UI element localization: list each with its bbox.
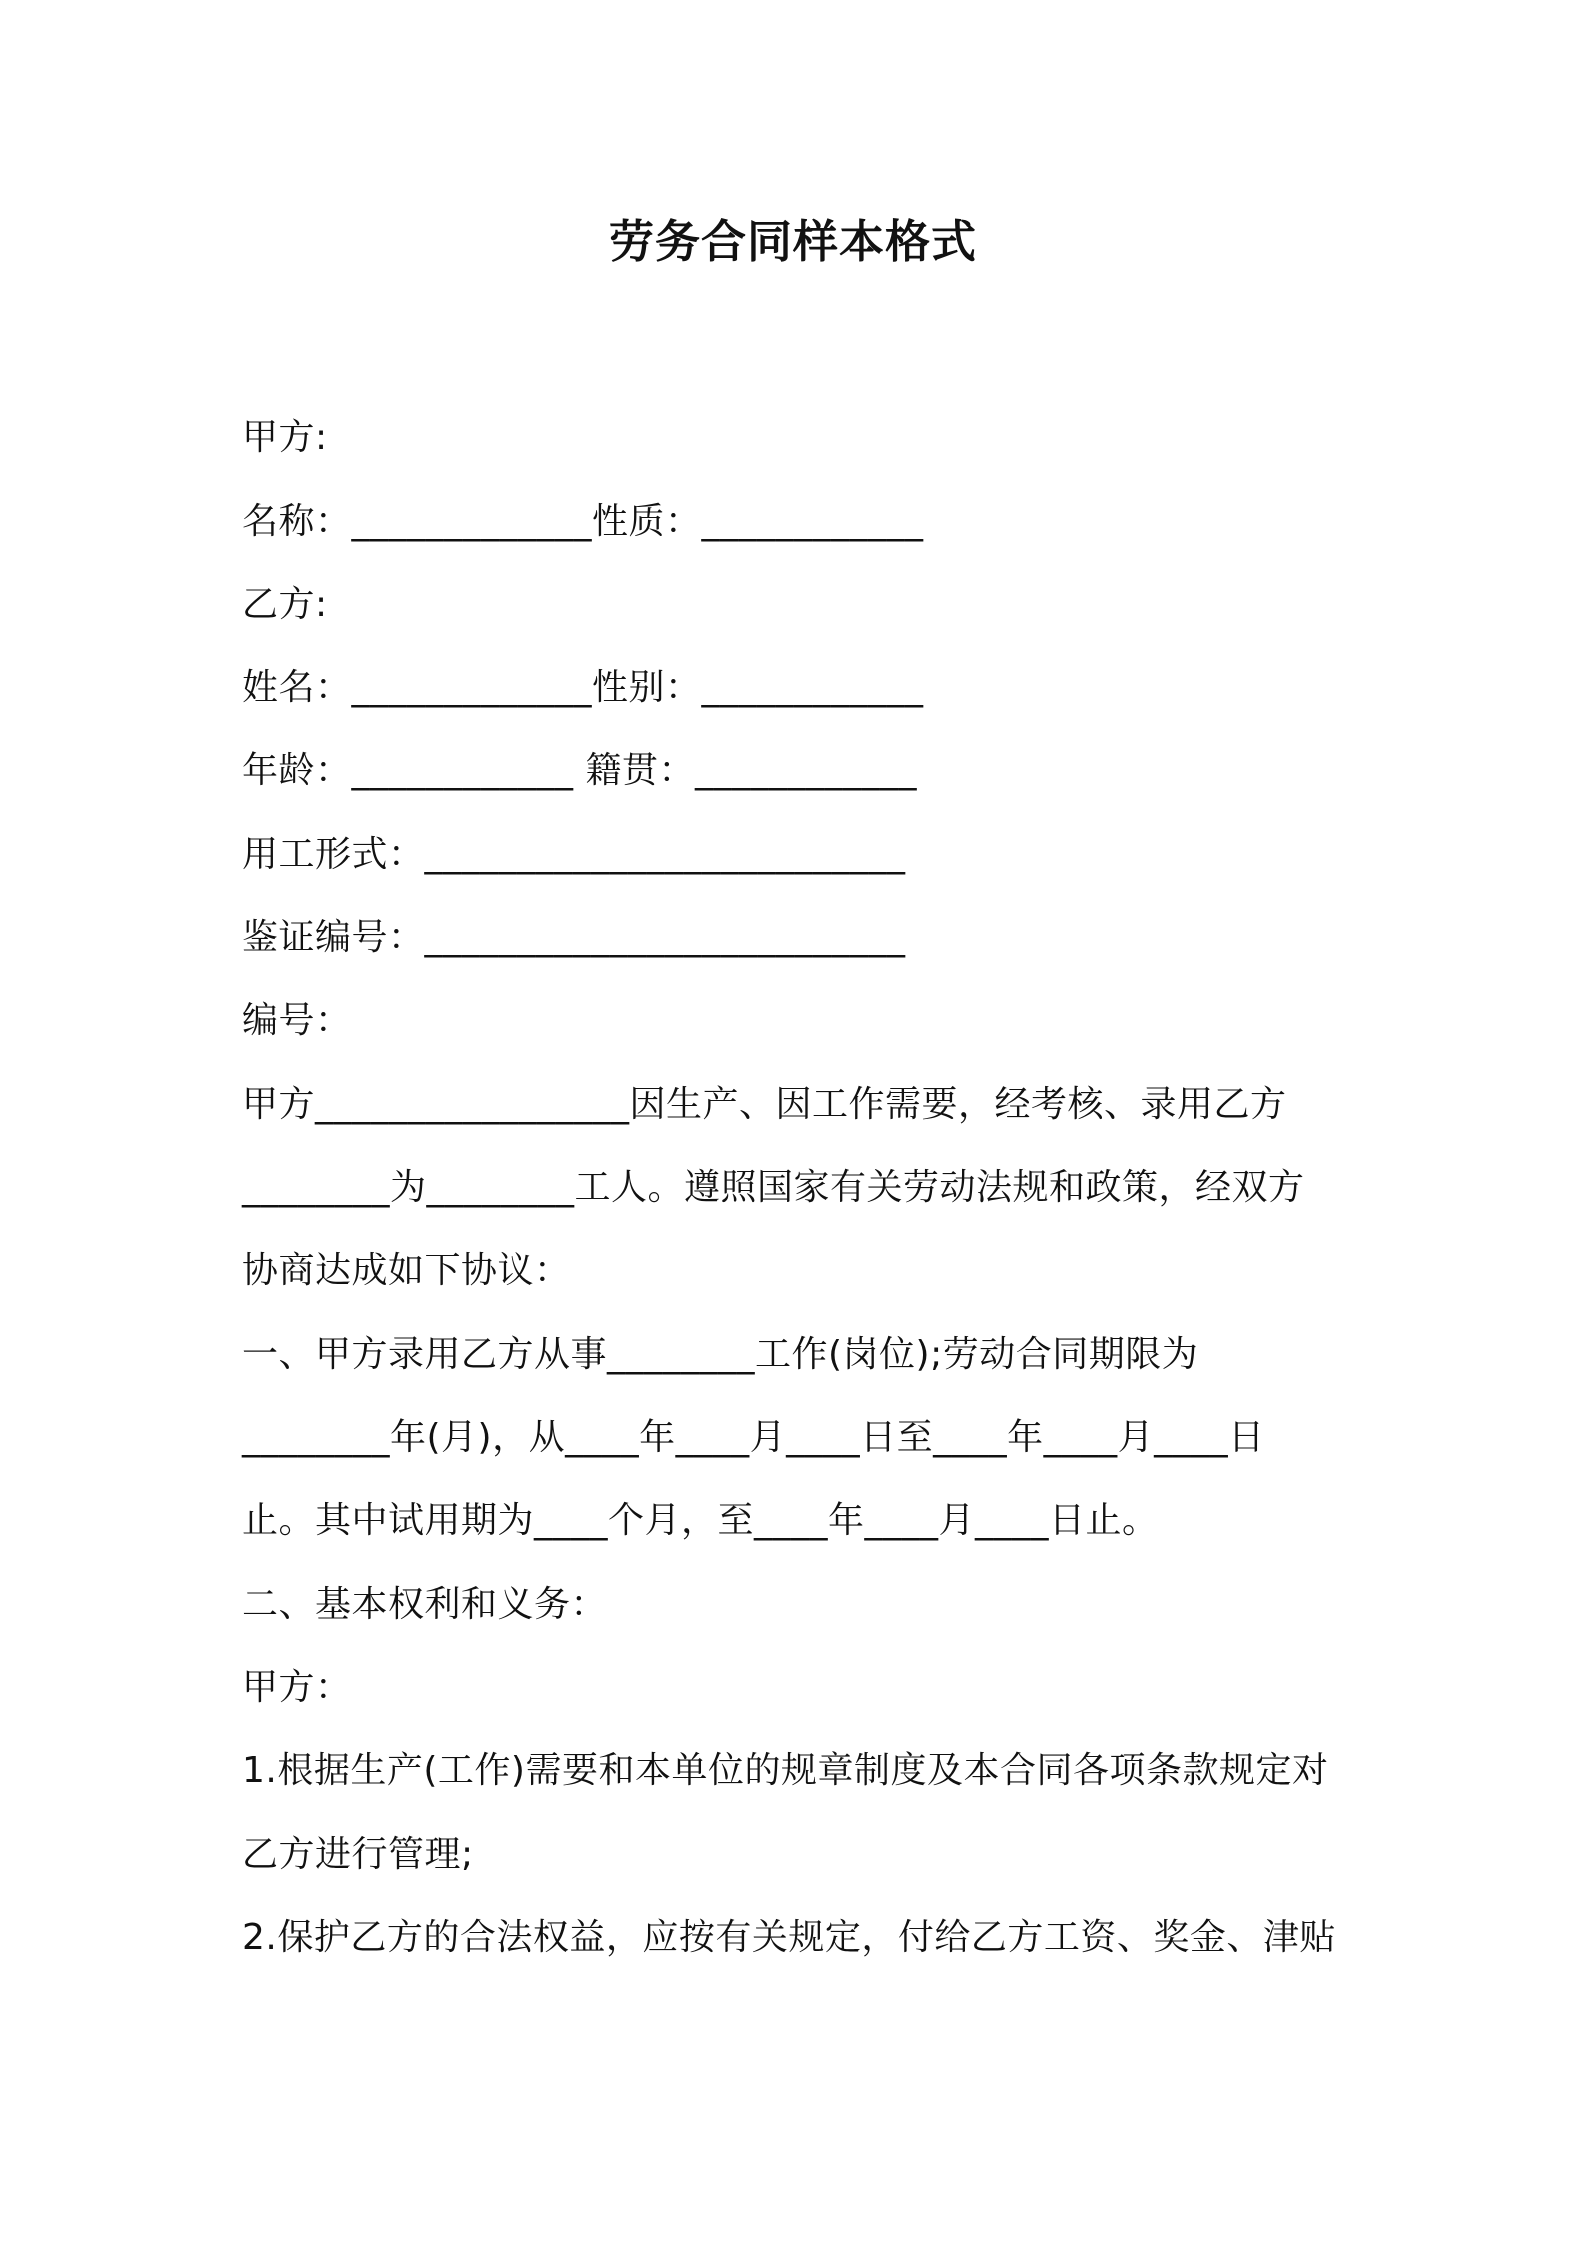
line-clause-1-a: 一、甲方录用乙方从事________工作(岗位);劳动合同期限为	[242, 1334, 1199, 1375]
line-item-2-a: 2.保护乙方的合法权益，应按有关规定，付给乙方工资、奖金、津贴	[242, 1917, 1336, 1958]
line-clause-1-c: 止。其中试用期为____个月，至____年____月____日止。	[242, 1500, 1159, 1541]
line-clause-2-heading: 二、基本权利和义务：	[242, 1584, 608, 1625]
line-certification-number: 鉴证编号：__________________________	[242, 917, 906, 958]
line-party-a-heading: 甲方:	[242, 417, 328, 458]
line-item-1-a: 1.根据生产(工作)需要和本单位的规章制度及本合同各项条款规定对	[242, 1750, 1329, 1791]
line-employment-form: 用工形式：__________________________	[242, 834, 906, 875]
line-clause-1-b: ________年(月)，从____年____月____日至____年____月____日	[242, 1417, 1265, 1458]
line-serial-number: 编号：	[242, 1000, 352, 1041]
line-clause-2-party-a: 甲方：	[242, 1667, 352, 1708]
line-party-b-heading: 乙方:	[242, 584, 328, 625]
line-age-hometown: 年龄：____________ 籍贯：____________	[242, 750, 917, 791]
document-title: 劳务合同样本格式	[608, 215, 977, 268]
line-preamble-1: 甲方_________________因生产、因工作需要，经考核、录用乙方	[242, 1084, 1287, 1125]
line-preamble-2: ________为________工人。遵照国家有关劳动法规和政策，经双方	[242, 1167, 1305, 1208]
line-fullname-gender: 姓名：_____________性别：____________	[242, 667, 924, 708]
line-item-1-b: 乙方进行管理;	[242, 1834, 474, 1875]
line-name-nature: 名称：_____________性质：____________	[242, 501, 924, 542]
line-preamble-3: 协商达成如下协议：	[242, 1250, 571, 1291]
